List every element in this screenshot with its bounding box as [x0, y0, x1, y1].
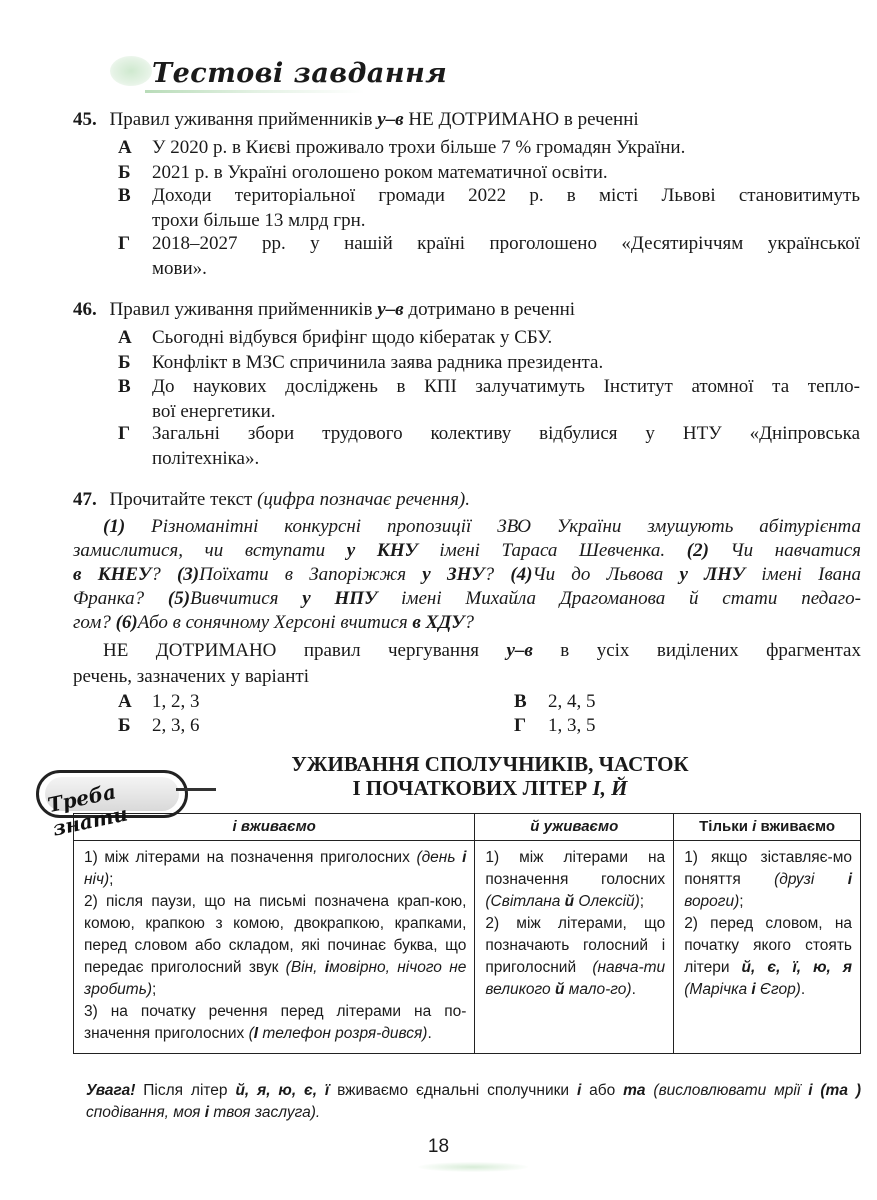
option-text-line1: Загальні збори трудового колективу відбулися у НТУ «Дніпровська	[152, 423, 860, 444]
passage-line	[73, 539, 861, 563]
punct: .	[427, 1025, 432, 1042]
sentence-text: Поїхати в Запоріжжя	[199, 564, 423, 585]
question-number: 46.	[73, 299, 97, 320]
sentence-text: Чи навчатися	[708, 540, 861, 561]
grammar-title-line2	[240, 776, 740, 800]
passage-line	[73, 515, 861, 539]
header-text: уживаємо	[539, 818, 619, 835]
option-text: 2, 4, 5	[548, 691, 596, 712]
option-text: Сьогодні відбувся брифінг щодо кібератак у СБУ.	[152, 327, 553, 348]
title-text: І ПОЧАТКОВИХ ЛІТЕР	[352, 776, 593, 800]
header-text: Тільки	[699, 818, 753, 835]
sentence-number: (3)	[176, 564, 200, 585]
example-letter: і	[324, 959, 330, 976]
example: вороги)	[684, 893, 740, 910]
option-letter: Г	[514, 715, 527, 736]
usage-rules-table	[73, 813, 861, 1054]
q46-option-c[interactable]	[118, 374, 863, 424]
example: (	[248, 1025, 254, 1042]
reading-passage	[73, 515, 861, 635]
option-text: У 2020 р. в Києві проживало трохи більше 7 % громадян України.	[152, 137, 686, 158]
sentence-text: замислитися, чи вступати	[73, 540, 347, 561]
question-number: 47.	[73, 489, 97, 510]
sentence-number: (5)	[167, 588, 191, 609]
note-text: вживаємо єднальні сполучники	[329, 1082, 577, 1099]
sentence-text: гом?	[73, 612, 116, 633]
sentence-number: (4)	[510, 564, 533, 585]
passage-line	[73, 563, 861, 587]
example-letter: й	[564, 893, 575, 910]
example: (навча-ти великого	[485, 959, 666, 998]
question-47	[73, 487, 863, 513]
highlight-fragment: у НПУ	[302, 588, 378, 609]
table-header-row	[74, 814, 861, 841]
rule-item	[684, 847, 852, 913]
note-example: (висловлювати мрії	[645, 1082, 809, 1099]
punct: .	[800, 981, 806, 998]
option-text: 1, 3, 5	[548, 715, 596, 736]
punct: ;	[639, 893, 645, 910]
note-conjunction: і	[204, 1104, 210, 1121]
option-text-line2: політехніка».	[152, 448, 260, 469]
q45-option-a[interactable]	[118, 135, 863, 160]
q47-option-c[interactable]	[514, 689, 814, 714]
q45-option-b[interactable]	[118, 160, 863, 185]
rule-text: 2) перед словом, на початку якого стоять літери	[684, 915, 852, 976]
example-letters: й, є, ї, ю, я	[741, 959, 852, 976]
sentence-text: імені Івана	[745, 564, 861, 585]
option-text-line1: 2018–2027 рр. у нашій країні проголошено «Десятиріччям української	[152, 233, 860, 254]
note-example: твоя заслуга).	[209, 1104, 321, 1121]
prepositions: у–в	[506, 640, 533, 661]
note-text: або	[581, 1082, 624, 1099]
punct: ;	[109, 871, 114, 888]
option-letter: Г	[118, 233, 131, 254]
header-text: вживаємо	[756, 818, 836, 835]
question-text: Прочитайте текст	[109, 489, 258, 510]
header-letter: і	[752, 818, 757, 835]
option-letter: В	[514, 691, 527, 712]
option-letter: А	[118, 137, 132, 158]
sentence-text: Франка?	[73, 588, 168, 609]
sentence-text: Різноманітні конкурсні пропозиції ЗВО України змушують абітурієнта	[125, 516, 861, 537]
option-text-line1: До наукових досліджень в КПІ залучатимуть Інститут атомної та тепло-	[152, 376, 860, 397]
rule-item	[84, 891, 466, 1001]
example: Єгор)	[755, 981, 801, 998]
option-text: 2021 р. в Україні оголошено роком математичної освіти.	[152, 162, 608, 183]
task-text: НЕ ДОТРИМАНО правил чергування	[103, 640, 507, 661]
rule-item	[84, 1001, 466, 1045]
highlight-fragment: у ЗНУ	[422, 564, 485, 585]
sentence-text: ?	[484, 564, 511, 585]
header-y-used	[475, 814, 674, 841]
page-number: 18	[427, 1136, 450, 1157]
rule-item	[84, 847, 466, 891]
rule-item	[485, 913, 665, 1001]
sentence-text: Чи до Львова	[532, 564, 680, 585]
grammar-title-line1: УЖИВАННЯ СПОЛУЧНИКІВ, ЧАСТОК	[291, 752, 689, 776]
example: Олексій)	[574, 893, 640, 910]
title-letters: І, Й	[592, 776, 628, 800]
rule-text: 1) якщо зіставляє-мо поняття	[684, 849, 852, 888]
example-letter: І	[253, 1025, 259, 1042]
option-text-line2: мови».	[152, 258, 207, 279]
question-text-end: НЕ ДОТРИМАНО в реченні	[403, 109, 639, 130]
cell-only-i-rules	[674, 841, 861, 1054]
example-letter: і	[462, 849, 467, 866]
option-text-line1: Доходи територіальної громади 2022 р. в місті Львові становитимуть	[152, 185, 860, 206]
option-text: Конфлікт в МЗС спричинила заява радника президента.	[152, 352, 604, 373]
q47-option-d[interactable]	[514, 713, 814, 738]
rule-text: 1) між літерами на позначення приголосних	[84, 849, 410, 866]
rule-item	[684, 913, 852, 1001]
punct: ;	[739, 893, 744, 910]
option-text-line2: трохи більше 13 млрд грн.	[152, 210, 366, 231]
badge-label: Треба знати	[45, 779, 130, 841]
must-know-badge	[36, 770, 188, 841]
example: (Він,	[285, 959, 325, 976]
rule-text: 2) після паузи, що на письмі позначена крап-кою, комою, крапкою з комою, двокрапкою, крапками, перед словом або складом, які починає буква, що передає приголосний звук	[84, 893, 467, 976]
highlight-fragment: в КНЕУ	[73, 564, 152, 585]
highlight-fragment: у ЛНУ	[679, 564, 746, 585]
header-only-i	[674, 814, 861, 841]
highlight-fragment: у КНУ	[346, 540, 418, 561]
note-text: Після літер	[135, 1082, 236, 1099]
example: (день	[416, 849, 463, 866]
rule-text: 2) між літерами, що позначають голосний і приголосний	[485, 915, 666, 976]
punct: ;	[152, 981, 157, 998]
option-letter: В	[118, 376, 131, 397]
title-underline	[145, 90, 365, 93]
sentence-number: (2)	[686, 540, 709, 561]
cell-i-rules	[74, 841, 475, 1054]
question-text-end: дотримано в реченні	[403, 299, 576, 320]
note-conjunction: і	[576, 1082, 582, 1099]
q46-option-a[interactable]	[118, 325, 863, 350]
option-letter: Б	[118, 715, 131, 736]
task-line	[73, 664, 861, 690]
example: мовірно, нічого не зробить)	[84, 959, 467, 998]
note-letters: й, я, ю, є, ї	[235, 1082, 330, 1099]
example: (друзі	[774, 871, 848, 888]
passage-line	[73, 587, 861, 611]
task-line	[73, 638, 861, 664]
option-text: 1, 2, 3	[152, 691, 200, 712]
prepositions: у–в	[377, 109, 404, 130]
section-title: Тестові завдання	[152, 58, 448, 89]
question-number: 45.	[73, 109, 97, 130]
highlight-fragment: в ХДУ	[412, 612, 465, 633]
punct: .	[631, 981, 636, 998]
question-text: Правил уживання прийменників	[109, 299, 378, 320]
question-46	[73, 297, 863, 323]
header-letter: й	[530, 818, 540, 835]
sentence-text: імені Тараса Шевченка.	[417, 540, 687, 561]
option-letter: Г	[118, 423, 131, 444]
note-example: сподівання, моя	[86, 1104, 205, 1121]
sentence-number: (1)	[103, 516, 126, 537]
attention-note	[86, 1080, 861, 1124]
example-letter: й	[554, 981, 565, 998]
q45-option-d[interactable]	[118, 231, 863, 281]
note-conjunction: та	[623, 1082, 646, 1099]
question-45	[73, 107, 863, 133]
note-label: Увага!	[86, 1082, 136, 1099]
q45-option-c[interactable]	[118, 183, 863, 233]
example: мало-го)	[564, 981, 632, 998]
q46-option-d[interactable]	[118, 421, 863, 471]
badge-line	[176, 788, 216, 791]
header-i-used	[74, 814, 475, 841]
q46-option-b[interactable]	[118, 350, 863, 375]
title-decoration	[110, 56, 152, 86]
question-text: Правил уживання прийменників	[109, 109, 378, 130]
option-letter: Б	[118, 352, 131, 373]
page-number-decoration	[418, 1162, 528, 1172]
option-letter: Б	[118, 162, 131, 183]
q47-task	[73, 638, 861, 690]
sentence-number: (6)	[115, 612, 138, 633]
q47-option-b[interactable]	[118, 713, 418, 738]
option-text: 2, 3, 6	[152, 715, 200, 736]
example: (Світлана	[485, 893, 565, 910]
cell-y-rules	[475, 841, 674, 1054]
note-conjunction: і (та )	[808, 1082, 862, 1099]
sentence-text: Вивчитися	[190, 588, 303, 609]
option-letter: А	[118, 691, 132, 712]
question-hint: (цифра позначає речення).	[257, 489, 471, 510]
option-text-line2: вої енергетики.	[152, 401, 276, 422]
rule-item	[485, 847, 665, 913]
q47-option-a[interactable]	[118, 689, 418, 714]
example: ніч)	[84, 871, 110, 888]
example: телефон розря-дився)	[258, 1025, 428, 1042]
rule-text: 3) на початку речення перед літерами на по-значення приголосних	[84, 1003, 467, 1042]
example-letter: і	[847, 871, 852, 888]
example: (Марічка	[684, 981, 752, 998]
option-letter: В	[118, 185, 131, 206]
sentence-text: імені Михайла Драгоманова й стати педаго-	[377, 588, 862, 609]
option-letter: А	[118, 327, 132, 348]
header-letter: і	[232, 818, 237, 835]
task-text: в усіх виділених фрагментах	[532, 640, 861, 661]
sentence-text: ?	[464, 612, 475, 633]
sentence-text: Або в сонячному Херсоні вчитися	[137, 612, 413, 633]
prepositions: у–в	[377, 299, 404, 320]
rule-text: 1) між літерами на позначення голосних	[485, 849, 666, 888]
grammar-title	[240, 752, 740, 800]
table-row	[74, 841, 861, 1054]
header-text: вживаємо	[236, 818, 316, 835]
example-letter: і	[751, 981, 756, 998]
task-text: речень, зазначених у варіанті	[73, 666, 310, 687]
sentence-text: ?	[151, 564, 177, 585]
passage-line	[73, 611, 861, 635]
